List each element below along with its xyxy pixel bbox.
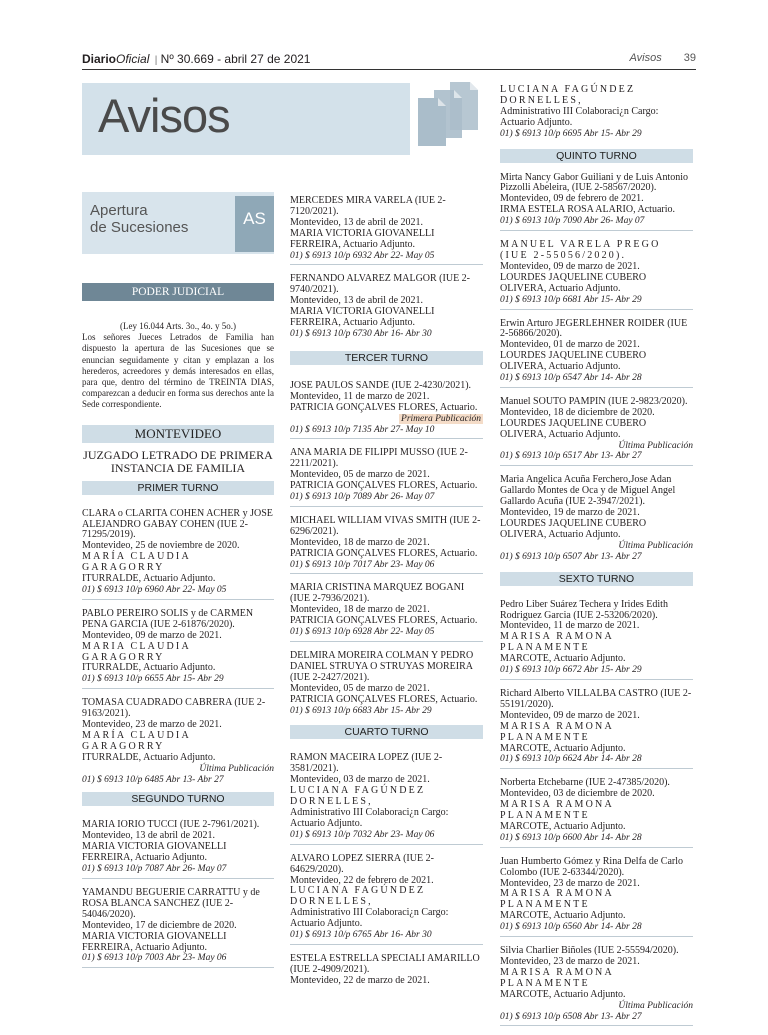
notice-entry: CLARA o CLARITA COHEN ACHER y JOSE ALEJANDRO GABAY COHEN (IUE 2-71295/2019). Montevideo, 25 de noviembre de 2020. MARÍA CLAUDIA GARAGORRY ITURRALDE, Actuario Adjunto. 01) $ 6913 10/p 6960 Abr 22- May 05 — [82, 509, 274, 600]
notice-entry: MERCEDES MIRA VARELA (IUE 2-7120/2021). Montevideo, 13 de abril de 2021. MARIA VICTORIA GIOVANELLI FERREIRA, Actuario Adjunto. 01) $ 6913 10/p 6932 Abr 22- May 05 — [290, 196, 483, 265]
law-notice: (Ley 16.044 Arts. 3o., 4o. y 5o.) Los señores Jueces Letrados de Familia han dispuesto la apertura de las Sucesiones que se enuncian seguidamente y citan y emplazan a los herederos, acreedores y demás interesados en ellas, para que, dentro del término de TREINTA DIAS, comparezcan a deducir en forma sus derechos ante la Sede correspondiente. — [82, 321, 274, 410]
documents-icon — [410, 80, 490, 160]
banner-title: Avisos — [98, 89, 230, 142]
notice-entry: MICHAEL WILLIAM VIVAS SMITH (IUE 2-6296/2021). Montevideo, 18 de marzo de 2021. PATRICIA GONÇALVES FLORES, Actuario. 01) $ 6913 10/p 7017 Abr 23- May 06 — [290, 516, 483, 575]
poder-judicial-bar: PODER JUDICIAL — [82, 283, 274, 301]
turno-cuarto: CUARTO TURNO — [290, 725, 483, 739]
notice-entry: FERNANDO ALVAREZ MALGOR (IUE 2-9740/2021). Montevideo, 13 de abril de 2021. MARIA VICTORIA GIOVANELLI FERREIRA, Actuario Adjunto. 01) $ 6913 10/p 6730 Abr 16- Abr 30 — [290, 273, 471, 339]
section-name: Avisos — [629, 52, 662, 64]
notice-entry: ESTELA ESTRELLA SPECIALI AMARILLO (IUE 2-4909/2021). Montevideo, 22 de marzo de 2021. — [290, 952, 480, 986]
turno-quinto: QUINTO TURNO — [500, 149, 693, 163]
notice-entry: Richard Alberto VILLALBA CASTRO (IUE 2-55191/2020). Montevideo, 09 de marzo de 2021. MARISA RAMONA PLANAMENTE MARCOTE, Actuario Adjunto. 01) $ 6913 10/p 6624 Abr 14- Abr 28 — [500, 689, 693, 769]
notice-entry: Erwin Arturo JEGERLEHNER ROIDER (IUE 2-56866/2020). Montevideo, 01 de marzo de 2021. LOURDES JAQUELINE CUBERO OLIVERA, Actuario Adjunto. 01) $ 6913 10/p 6547 Abr 14- Abr 28 — [500, 319, 693, 388]
notice-entry: YAMANDU BEGUERIE CARRATTU y de ROSA BLANCA SANCHEZ (IUE 2-54046/2020). Montevideo, 17 de diciembre de 2020. MARIA VICTORIA GIOVANELLI FERREIRA, Actuario Adjunto. 01) $ 6913 10/p 7003 Abr 23- May 06 — [82, 888, 274, 968]
notice-entry: JOSE PAULOS SANDE (IUE 2-4230/2021). Montevideo, 11 de marzo de 2021. PATRICIA GONÇALVES FLORES, Actuario. Primera Publicación 01) $ 6913 10/p 7135 Abr 27- May 10 — [290, 381, 483, 440]
column-2 — [290, 196, 483, 999]
header-rule — [82, 69, 696, 70]
notice-entry: DELMIRA MOREIRA COLMAN Y PEDRO DANIEL STRUYA O STRUYAS MOREIRA (IUE 2-2427/2021). Montevideo, 05 de marzo de 2021. PATRICIA GONÇALVES FLORES, Actuario. 01) $ 6913 10/p 6683 Abr 15- Abr 29 — [290, 650, 478, 716]
page-number: 39 — [683, 52, 696, 64]
turno-tercer: TERCER TURNO — [290, 351, 483, 365]
notice-entry: Juan Humberto Gómez y Rina Delfa de Carlo Colombo (IUE 2-63344/2020). Montevideo, 23 de marzo de 2021. MARISA RAMONA PLANAMENTE MARCOTE, Actuario Adjunto. 01) $ 6913 10/p 6560 Abr 14- Abr 28 — [500, 857, 693, 937]
notice-entry: Norberta Etchebarne (IUE 2-47385/2020). Montevideo, 03 de diciembre de 2020. MARISA RAMONA PLANAMENTE MARCOTE, Actuario Adjunto. 01) $ 6913 10/p 6600 Abr 14- Abr 28 — [500, 778, 693, 847]
section-heading: Apertura de Sucesiones — [90, 202, 189, 236]
notice-entry: Mirta Nancy Gabor Guiliani y de Luis Antonio Pizzolli Abeleira, (IUE 2-58567/2020). Montevideo, 09 de febrero de 2021. IRMA ESTELA ROSA ALARIO, Actuario. 01) $ 6913 10/p 7090 Abr 26- May 07 — [500, 173, 693, 232]
notice-entry: Maria Angelica Acuña Ferchero,Jose Adan Gallardo Montes de Oca y de Miguel Angel Gallardo Acuña (IUE 2-3947/2021). Montevideo, 19 de marzo de 2021. LOURDES JAQUELINE CUBERO OLIVERA, Actuario Adjunto. Última Publicación 01) $ 6913 10/p 6507 Abr 13- Abr 27 — [500, 474, 693, 562]
notice-entry: TOMASA CUADRADO CABRERA (IUE 2-9163/2021). Montevideo, 23 de marzo de 2021. MARÍA CLAUDIA GARAGORRY ITURRALDE, Actuario Adjunto. Última Publicación 01) $ 6913 10/p 6485 Abr 13- Abr 27 — [82, 697, 274, 785]
notice-entry: ALVARO LOPEZ SIERRA (IUE 2-64629/2020). Montevideo, 22 de febrero de 2021. LUCIANA FAGÚNDEZ DORNELLES, Administrativo III Colaboraci¿n Cargo: Actuario Adjunto. 01) $ 6913 10/p 6765 Abr 16- Abr 30 — [290, 854, 483, 945]
notice-entry: LUCIANA FAGÚNDEZ DORNELLES, Administrativo III Colaboraci¿n Cargo: Actuario Adjunto. 01) $ 6913 10/p 6695 Abr 15- Abr 29 — [500, 84, 659, 139]
notice-entry: RAMON MACEIRA LOPEZ (IUE 2-3581/2021). Montevideo, 03 de marzo de 2021. LUCIANA FAGÚNDEZ DORNELLES, Administrativo III Colaboraci¿n Cargo: Actuario Adjunto. 01) $ 6913 10/p 7032 Abr 23- May 06 — [290, 753, 483, 844]
issue-info: Nº 30.669 - abril 27 de 2021 — [160, 52, 311, 66]
notice-entry: Manuel SOUTO PAMPIN (IUE 2-9823/2020). Montevideo, 18 de diciembre de 2020. LOURDES JAQUELINE CUBERO OLIVERA, Actuario Adjunto. Última Publicación 01) $ 6913 10/p 6517 Abr 13- Abr 27 — [500, 397, 693, 466]
notice-entry: PABLO PEREIRO SOLIS y de CARMEN PENA GARCIA (IUE 2-61876/2020). Montevideo, 09 de marzo de 2021. MARIA CLAUDIA GARAGORRY ITURRALDE, Actuario Adjunto. 01) $ 6913 10/p 6655 Abr 15- Abr 29 — [82, 609, 274, 689]
section-badge: AS — [235, 196, 274, 252]
turno-segundo: SEGUNDO TURNO — [82, 792, 274, 806]
notice-entry: MANUEL VARELA PREGO (IUE 2-55056/2020). Montevideo, 09 de marzo de 2021. LOURDES JAQUELINE CUBERO OLIVERA, Actuario Adjunto. 01) $ 6913 10/p 6681 Abr 15- Abr 29 — [500, 240, 693, 309]
column-3 — [500, 85, 693, 1035]
turno-primer: PRIMER TURNO — [82, 481, 274, 495]
city-bar: MONTEVIDEO — [82, 425, 274, 443]
notice-entry: Silvia Charlier Biñoles (IUE 2-55594/2020). Montevideo, 23 de marzo de 2021. MARISA RAMONA PLANAMENTE MARCOTE, Actuario Adjunto. Última Publicación 01) $ 6913 10/p 6508 Abr 13- Abr 27 — [500, 946, 693, 1026]
notice-entry: MARIA IORIO TUCCI (IUE 2-7961/2021). Montevideo, 13 de abril de 2021. MARIA VICTORIA GIOVANELLI FERREIRA, Actuario Adjunto. 01) $ 6913 10/p 7087 Abr 26- May 07 — [82, 820, 274, 879]
notice-entry: ANA MARIA DE FILIPPI MUSSO (IUE 2-2211/2021). Montevideo, 05 de marzo de 2021. PATRICIA GONÇALVES FLORES, Actuario. 01) $ 6913 10/p 7089 Abr 26- May 07 — [290, 448, 483, 507]
column-1 — [82, 283, 274, 977]
notice-entry: MARIA CRISTINA MARQUEZ BOGANI (IUE 2-7936/2021). Montevideo, 18 de marzo de 2021. PATRICIA GONÇALVES FLORES, Actuario. 01) $ 6913 10/p 6928 Abr 22- May 05 — [290, 583, 483, 642]
court-title: JUZGADO LETRADO DE PRIMERA INSTANCIA DE FAMILIA — [83, 447, 273, 475]
notice-entry: Pedro Liber Suárez Techera y Irides Edith Rodriguez Garcia (IUE 2-53206/2020). Montevideo, 11 de marzo de 2021. MARISA RAMONA PLANAMENTE MARCOTE, Actuario Adjunto. 01) $ 6913 10/p 6672 Abr 15- Abr 29 — [500, 600, 693, 680]
turno-sexto: SEXTO TURNO — [500, 572, 693, 586]
publication-brand: DiarioOficial | Nº 30.669 - abril 27 de 2021 — [82, 52, 311, 66]
